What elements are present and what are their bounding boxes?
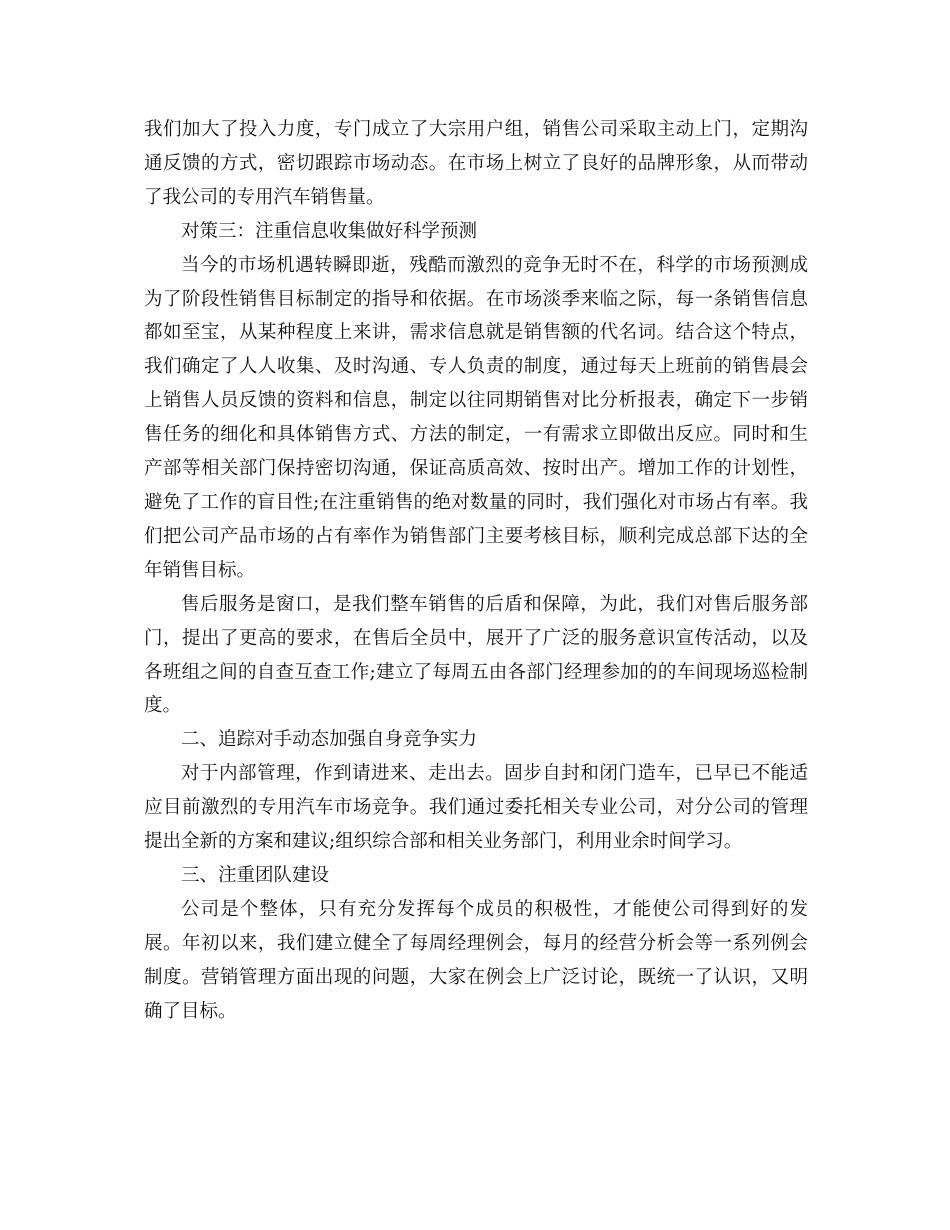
paragraph-internal-management: 对于内部管理，作到请进来、走出去。固步自封和闭门造车，已早已不能适应目前激烈的专用汽车市场竞争。我们通过委托相关专业公司，对分公司的管理提出全新的方案和建议;组织综合部和相关业务部门，利用业余时间学习。	[144, 763, 808, 853]
paragraph-continuation: 我们加大了投入力度，专门成立了大宗用户组，销售公司采取主动上门，定期沟通反馈的方式，密切跟踪市场动态。在市场上树立了良好的品牌形象，从而带动了我公司的专用汽车销售量。	[144, 119, 808, 208]
document-body	[144, 113, 808, 1028]
heading-section-three: 三、注重团队建设	[181, 864, 330, 886]
paragraph-team-building: 公司是个整体，只有充分发挥每个成员的积极性，才能使公司得到好的发展。年初以来，我们建立健全了每周经理例会，每月的经营分析会等一系列例会制度。营销管理方面出现的问题，大家在例会上广泛讨论，既统一了认识，又明确了目标。	[144, 898, 808, 1022]
paragraph-market-forecast: 当今的市场机遇转瞬即逝，残酷而激烈的竞争无时不在，科学的市场预测成为了阶段性销售目标制定的指导和依据。在市场淡季来临之际，每一条销售信息都如至宝，从某种程度上来讲，需求信息就是销售额的代名词。结合这个特点，我们确定了人人收集、及时沟通、专人负责的制度，通过每天上班前的销售晨会上销售人员反馈的资料和信息，制定以往同期销售对比分析报表，确定下一步销售任务的细化和具体销售方式、方法的制定，一有需求立即做出反应。同时和生产部等相关部门保持密切沟通，保证高质高效、按时出产。增加工作的计划性，避免了工作的盲目性;在注重销售的绝对数量的同时，我们强化对市场占有率。我们把公司产品市场的占有率作为销售部门主要考核目标，顺利完成总部下达的全年销售目标。	[144, 254, 808, 581]
heading-section-two: 二、追踪对手动态加强自身竞争实力	[181, 729, 478, 751]
paragraph-after-sales: 售后服务是窗口，是我们整车销售的后盾和保障，为此，我们对售后服务部门，提出了更高的要求，在售后全员中，展开了广泛的服务意识宣传活动，以及各班组之间的自查互查工作;建立了每周五由各部门经理参加的的车间现场巡检制度。	[144, 593, 808, 717]
heading-strategy-three: 对策三：注重信息收集做好科学预测	[181, 220, 478, 242]
